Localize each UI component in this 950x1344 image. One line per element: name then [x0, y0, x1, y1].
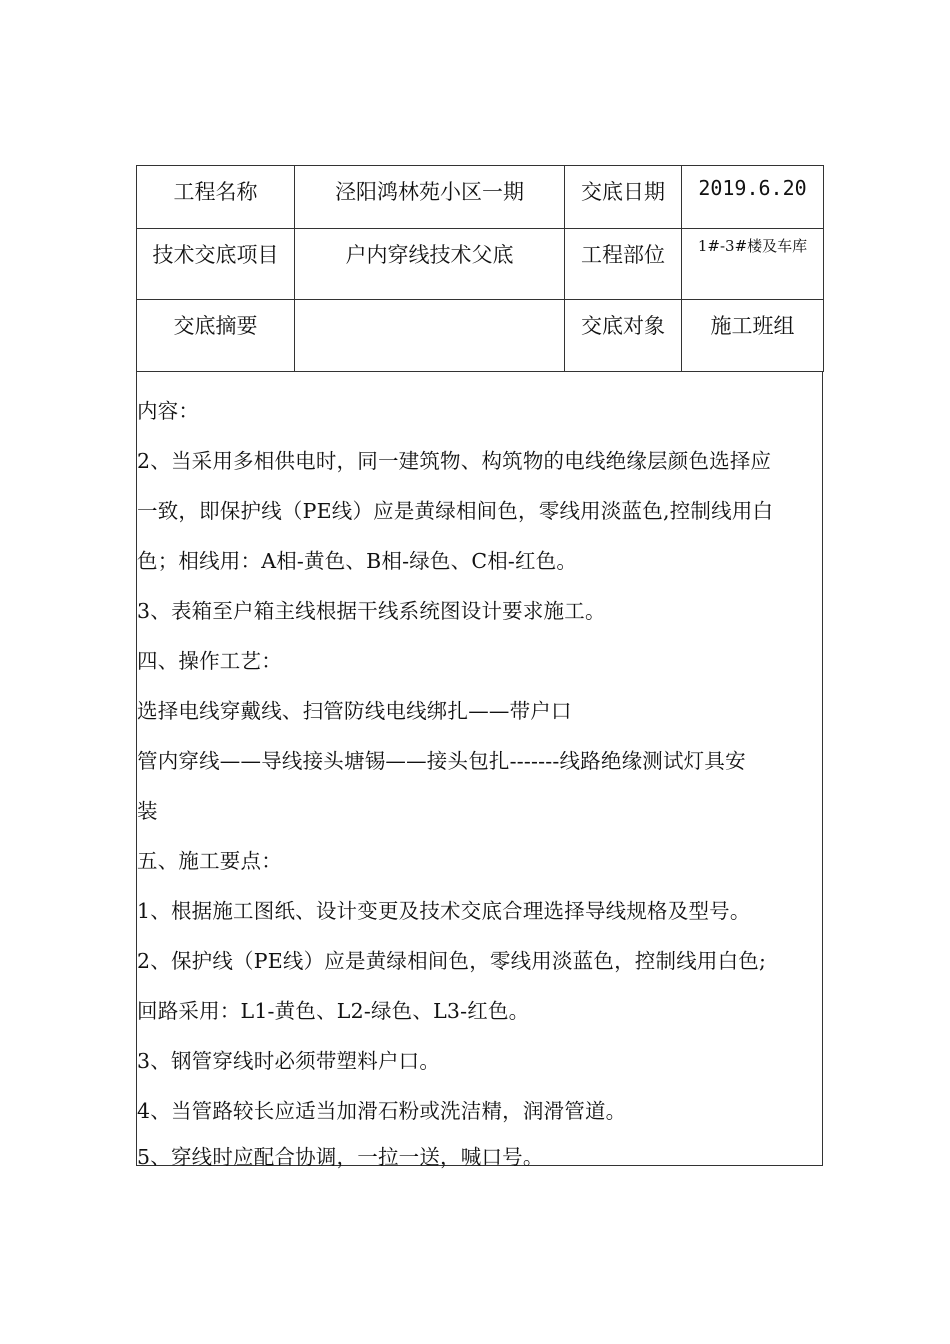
summary-label: 交底摘要 [137, 300, 295, 372]
header-table [136, 165, 824, 372]
header-row-project [137, 166, 824, 229]
content-line: 色；相线用：A相-黄色、B相-绿色、C相-红色。 [137, 549, 578, 573]
content-line: 五、施工要点： [137, 849, 282, 873]
content-line: 1、根据施工图纸、设计变更及技术交底合理选择导线规格及型号。 [137, 899, 751, 923]
content-line: 四、操作工艺： [137, 649, 282, 673]
target-label: 交底对象 [565, 300, 682, 372]
disclosure-date-value: 2019.6.20 [682, 166, 824, 229]
content-line: 内容： [137, 399, 200, 423]
project-part-value: 1#-3#楼及车库 [682, 229, 824, 300]
content-box [136, 372, 823, 1169]
content-line: 装 [137, 799, 158, 823]
disclosure-date-label: 交底日期 [565, 166, 682, 229]
content-line: 回路采用：L1-黄色、L2-绿色、L3-红色。 [137, 999, 530, 1023]
disclosure-sheet [136, 165, 822, 1169]
project-name-label: 工程名称 [137, 166, 295, 229]
technical-item-value: 户内穿线技术父底 [295, 229, 565, 300]
target-value: 施工班组 [682, 300, 824, 372]
content-line: 4、当管路较长应适当加滑石粉或洗洁精，润滑管道。 [137, 1099, 627, 1123]
project-name-value: 泾阳鸿林苑小区一期 [295, 166, 565, 229]
content-line: 管内穿线——导线接头塘锡——接头包扎-------线路绝缘测试灯具安 [137, 749, 746, 773]
content-line: 3、表箱至户箱主线根据干线系统图设计要求施工。 [137, 599, 606, 623]
content-line: 2、当采用多相供电时，同一建筑物、构筑物的电线绝缘层颜色选择应 [137, 449, 772, 473]
content-line: 5、穿线时应配合协调，一拉一送，喊口号。 [137, 1145, 544, 1169]
summary-value [295, 300, 565, 372]
content-line: 3、钢管穿线时必须带塑料户口。 [137, 1049, 441, 1073]
technical-item-label: 技术交底项目 [137, 229, 295, 300]
content-line: 一致，即保护线（PE线）应是黄绿相间色，零线用淡蓝色,控制线用白 [137, 499, 774, 523]
content-line: 2、保护线（PE线）应是黄绿相间色，零线用淡蓝色，控制线用白色; [137, 949, 767, 973]
header-row-item [137, 229, 824, 300]
header-row-summary [137, 300, 824, 372]
project-part-label: 工程部位 [565, 229, 682, 300]
content-line: 选择电线穿戴线、扫管防线电线绑扎——带户口 [137, 699, 572, 723]
